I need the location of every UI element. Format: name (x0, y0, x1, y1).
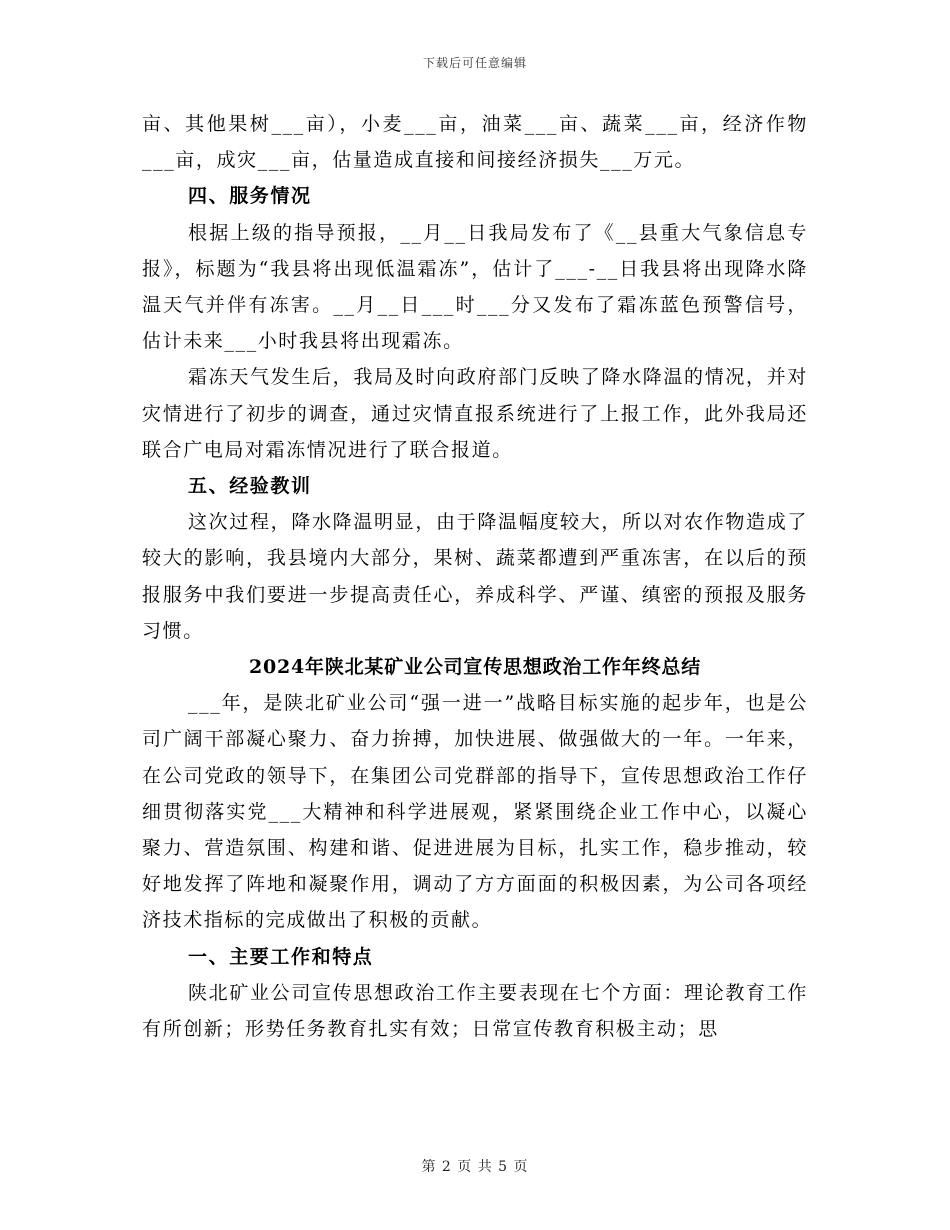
document-body (142, 106, 808, 1047)
section-heading-service: 四、服务情况 (188, 185, 312, 208)
paragraph-lessons: 这次过程，降水降温明显，由于降温幅度较大，所以对农作物造成了较大的影响，我县境内大部分，果树、蔬菜都遭到严重冻害，在以后的预报服务中我们要进一步提高责任心，养成科学、严谨、缜密的预报及服务习惯。 (142, 511, 808, 642)
paragraph-intro: ___年，是陕北矿业公司“强一进一”战略目标实施的起步年，也是公司广阔干部凝心聚力、奋力拚搏，加快进展、做强做大的一年。一年来，在公司党政的领导下，在集团公司党群部的指导下，宣传思想政治工作仔细贯彻落实党___大精神和科学进展观，紧紧围绕企业工作中心，以凝心聚力、营造氛围、构建和谐、促进进展为目标，扎实工作，稳步推动，较好地发挥了阵地和凝聚作用，调动了方方面面的积极因素，为公司各项经济技术指标的完成做出了积极的贡献。 (142, 692, 808, 932)
paragraph-disaster-stats: 亩、其他果树___亩），小麦___亩，油菜___亩、蔬菜___亩，经济作物___亩，成灾___亩，估量造成直接和间接经济损失___万元。 (142, 113, 808, 172)
section-heading-main-work: 一、主要工作和特点 (188, 945, 374, 968)
page-header: 下载后可任意编辑 (422, 56, 527, 70)
page-footer: 第 2 页 共 5 页 (421, 1159, 529, 1175)
paragraph-forecast: 根据上级的指导预报，__月__日我局发布了《__县重大气象信息专报》，标题为“我县将出现低温霜冻”，估计了___-__日我县将出现降水降温天气并伴有冻害。__月__日___时___分又发布了霜冻蓝色预警信号，估计未来___小时我县将出现霜冻。 (142, 221, 808, 353)
section-heading-lessons: 五、经验教训 (188, 475, 312, 498)
document-title: 2024年陕北某矿业公司宣传思想政治工作年终总结 (248, 656, 702, 679)
paragraph-response: 霜冻天气发生后，我局及时向政府部门反映了降水降温的情况，并对灾情进行了初步的调查，通过灾情直报系统进行了上报工作，此外我局还联合广电局对霜冻情况进行了联合报道。 (142, 366, 808, 461)
paragraph-main-work: 陕北矿业公司宣传思想政治工作主要表现在七个方面：理论教育工作有所创新；形势任务教育扎实有效；日常宣传教育积极主动；思 (142, 981, 808, 1041)
